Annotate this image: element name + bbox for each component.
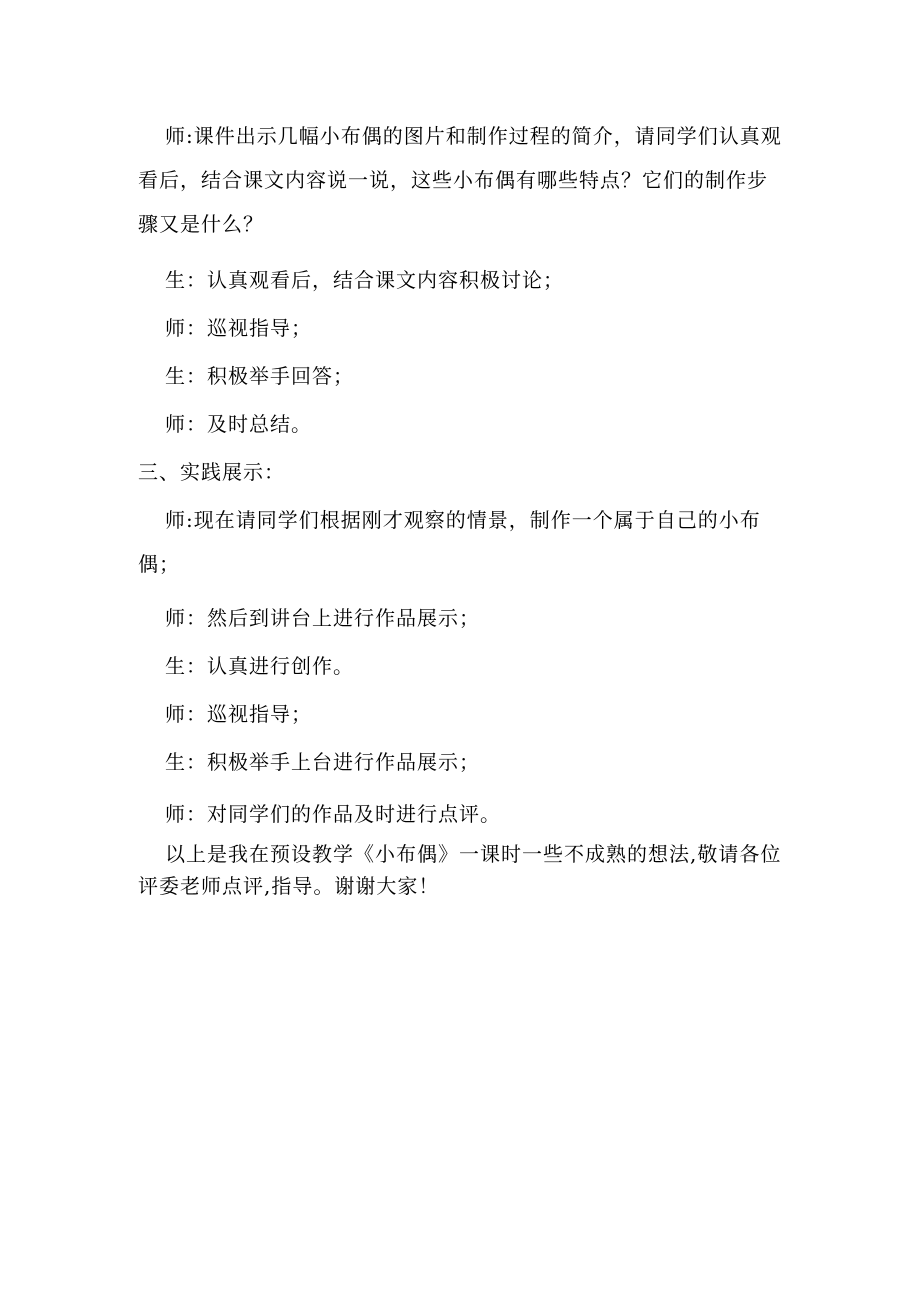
paragraph-7: 师：然后到讲台上进行作品展示； xyxy=(165,606,480,630)
closing-paragraph: 以上是我在预设教学《小布偶》一课时一些不成熟的想法,敬请各位评委老师点评,指导。谢谢大家！ xyxy=(138,842,782,898)
paragraph-11: 师：对同学们的作品及时进行点评。 xyxy=(165,802,501,826)
paragraph-3: 师：巡视指导； xyxy=(165,316,312,340)
paragraph-2: 生：认真观看后，结合课文内容积极讨论； xyxy=(165,268,564,292)
paragraph-8: 生：认真进行创作。 xyxy=(165,654,354,678)
paragraph-10: 生：积极举手上台进行作品展示； xyxy=(165,750,480,774)
paragraph-4: 生：积极举手回答； xyxy=(165,364,354,388)
section-heading: 三、实践展示： xyxy=(138,460,285,484)
paragraph-9: 师：巡视指导； xyxy=(165,702,312,726)
paragraph-1: 师:课件出示几幅小布偶的图片和制作过程的简介，请同学们认真观看后，结合课文内容说一说，这些小布偶有哪些特点？它们的制作步骤又是什么？ xyxy=(138,124,782,236)
paragraph-5: 师：及时总结。 xyxy=(165,412,312,436)
paragraph-6: 师:现在请同学们根据刚才观察的情景，制作一个属于自己的小布偶； xyxy=(138,508,761,576)
